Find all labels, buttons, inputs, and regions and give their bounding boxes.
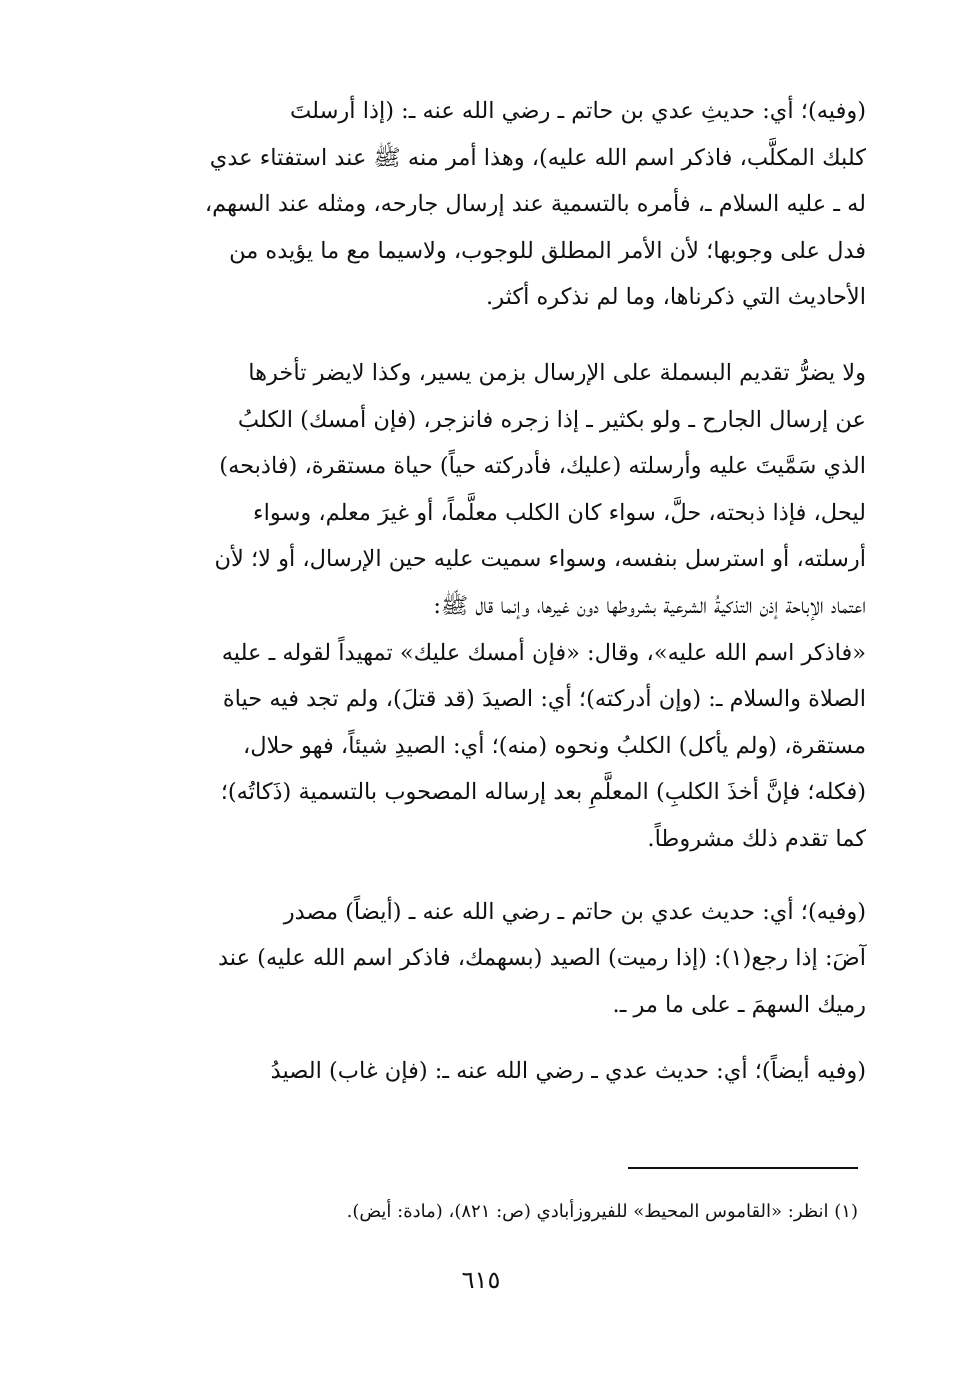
page-number: ٦١٥	[461, 1266, 501, 1294]
text-line: (فكله؛ فإنَّ أخذَ الكلبِ) المعلَّمِ بعد إرساله المصحوب بالتسمية (ذَكاتُه)؛	[220, 779, 866, 806]
paragraph-1	[140, 88, 866, 321]
paragraph-4	[140, 1048, 866, 1095]
text-line: أرسلته، أو استرسل بنفسه، وسواء سميت عليه حين الإرسال، أو لا؛ لأن	[214, 546, 866, 573]
text-line: (وفيه)؛ أي: حديثِ عدي بن حاتم ـ رضي الله عنه ـ: (إذا أرسلتَ	[290, 98, 866, 124]
text-line: اعتماد الإباحة إذن التذكيةُ الشرعية بشروطها دون غيرها، وإنما قال ﷺ:	[433, 592, 866, 619]
text-line: الأحاديث التي ذكرناها، وما لم نذكره أكثر.	[486, 284, 866, 311]
text-line: آضَ: إذا رجع(١): (إذا رميت) الصيد (بسهمك، فاذكر اسم الله عليه) عند	[217, 945, 866, 972]
text-line: مستقرة، (ولم يأكل) الكلبُ ونحوه (منه)؛ أي: الصيدِ شيئاً، فهو حلال،	[242, 732, 866, 759]
text-line: فدل على وجوبها؛ لأن الأمر المطلق للوجوب، ولاسيما مع ما يؤيده من	[229, 237, 866, 264]
text-line: الصلاة والسلام ـ: (وإن أدركته)؛ أي: الصيدَ (قد قتلَ)، ولم تجد فيه حياة	[222, 686, 866, 713]
text-line: ليحل، فإذا ذبحته، حلَّ، سواء كان الكلب معلَّماً، أو غيرَ معلم، وسواء	[253, 499, 866, 526]
paragraph-3	[140, 889, 866, 1029]
footnote-separator	[628, 1167, 858, 1169]
text-line: (وفيه أيضاً)؛ أي: حديث عدي ـ رضي الله عنه ـ: (فإن غاب) الصيدُ	[270, 1058, 866, 1085]
text-line: كما تقدم ذلك مشروطاً.	[647, 825, 866, 852]
text-line: كلبك المكلَّب، فاذكر اسم الله عليه)، وهذا أمر منه ﷺ عند استفتاء عدي	[209, 144, 866, 171]
text-line: رميك السهمَ ـ على ما مر ـ.	[612, 991, 866, 1018]
footnote: (١) انظر: «القاموس المحيط» للفيروزأبادي (ص: ٨٢١)، (مادة: أيض).	[346, 1201, 858, 1222]
text-line: عن إرسال الجارح ـ ولو بكثير ـ إذا زجره فانزجر، (فإن أمسك) الكلبُ	[237, 406, 866, 433]
paragraph-2	[140, 350, 866, 863]
text-line: له ـ عليه السلام ـ، فأمره بالتسمية عند إرسال جارحه، ومثله عند السهم،	[204, 191, 866, 218]
main-text	[140, 88, 866, 1095]
text-line: «فاذكر اسم الله عليه»، وقال: «فإن أمسك عليك» تمهيداً لقوله ـ عليه	[221, 639, 866, 666]
text-line: (وفيه)؛ أي: حديث عدي بن حاتم ـ رضي الله عنه ـ (أيضاً) مصدر	[283, 898, 866, 925]
text-line: الذي سَمَّيتَ عليه وأرسلته (عليك، فأدركته حياً) حياة مستقرة، (فاذبحه)	[219, 453, 866, 480]
text-line: ولا يضرُّ تقديم البسملة على الإرسال بزمن يسير، وكذا لايضر تأخرها	[248, 359, 866, 386]
